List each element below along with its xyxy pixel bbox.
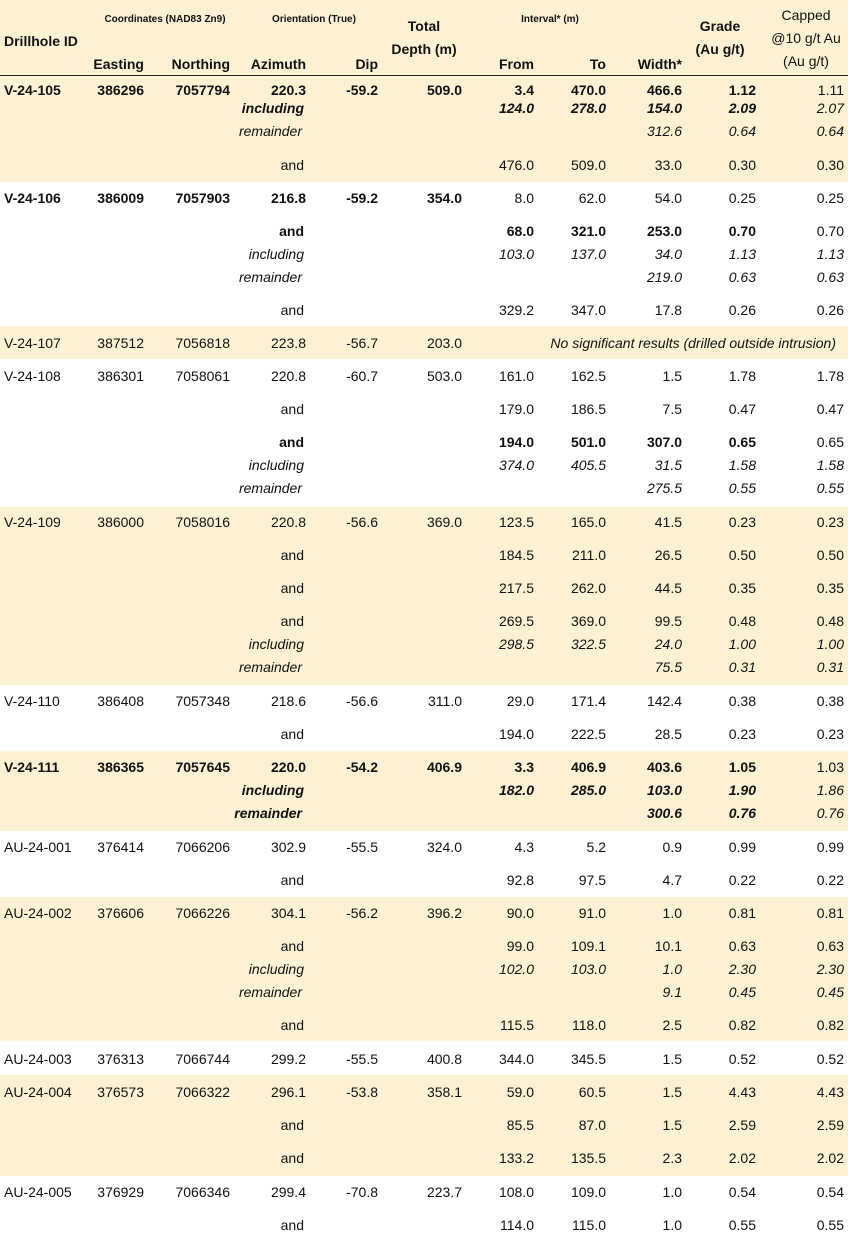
from-cell: 3.3 xyxy=(514,759,534,775)
to-cell: 162.5 xyxy=(570,368,606,384)
to-cell: 135.5 xyxy=(570,1150,606,1166)
capped-cell: 0.82 xyxy=(816,1017,844,1033)
drillhole-id-cell: V-24-111 xyxy=(4,759,60,775)
header-northing: Northing xyxy=(171,56,230,72)
depth-cell: 503.0 xyxy=(426,368,462,384)
to-cell: 109.1 xyxy=(570,938,606,954)
azimuth-cell: 299.2 xyxy=(270,1051,306,1067)
to-cell: 62.0 xyxy=(578,190,606,206)
from-cell: 161.0 xyxy=(498,368,534,384)
grade-cell: 0.22 xyxy=(728,872,756,888)
grade-cell: 0.63 xyxy=(728,269,756,285)
from-cell: 476.0 xyxy=(498,157,534,173)
northing-cell: 7066322 xyxy=(175,1084,230,1100)
capped-cell: 1.00 xyxy=(816,636,844,652)
grade-cell: 2.02 xyxy=(728,1150,756,1166)
dip-cell: -53.8 xyxy=(346,1084,378,1100)
capped-cell: 0.30 xyxy=(816,157,844,173)
capped-cell: 0.48 xyxy=(816,613,844,629)
grade-cell: 0.99 xyxy=(728,839,756,855)
width-cell: 1.0 xyxy=(662,1217,682,1233)
grade-cell: 0.64 xyxy=(728,123,756,139)
grade-cell: 0.23 xyxy=(728,726,756,742)
width-cell: 1.0 xyxy=(662,1184,682,1200)
capped-cell: 0.35 xyxy=(816,580,844,596)
width-cell: 142.4 xyxy=(646,693,682,709)
header-grade-unit: (Au g/t) xyxy=(695,41,745,57)
capped-cell: 0.81 xyxy=(816,905,844,921)
grade-cell: 0.55 xyxy=(728,480,756,496)
azimuth-cell: 304.1 xyxy=(270,905,306,921)
interval-label-cell: and xyxy=(280,726,304,742)
depth-cell: 311.0 xyxy=(428,693,462,709)
dip-cell: -56.7 xyxy=(346,335,378,351)
easting-cell: 376606 xyxy=(97,905,144,921)
to-cell: 60.5 xyxy=(578,1084,606,1100)
capped-cell: 1.86 xyxy=(816,782,844,798)
to-cell: 87.0 xyxy=(578,1117,606,1133)
header-to: To xyxy=(589,56,606,72)
interval-label-cell: remainder xyxy=(238,659,302,675)
interval-label-cell: remainder xyxy=(238,984,302,1000)
header-capped-at: @10 g/t Au xyxy=(771,30,841,46)
easting-cell: 386365 xyxy=(97,759,144,775)
drillhole-id-cell: AU-24-002 xyxy=(4,905,72,921)
to-cell: 5.2 xyxy=(586,839,606,855)
from-cell: 59.0 xyxy=(506,1084,534,1100)
from-cell: 68.0 xyxy=(506,223,534,239)
grade-cell: 0.38 xyxy=(728,693,756,709)
width-cell: 275.5 xyxy=(646,480,682,496)
width-cell: 219.0 xyxy=(646,269,682,285)
width-cell: 1.0 xyxy=(662,961,682,977)
grade-cell: 1.58 xyxy=(728,457,756,473)
depth-cell: 223.7 xyxy=(426,1184,462,1200)
interval-label-cell: and xyxy=(280,302,304,318)
depth-cell: 354.0 xyxy=(426,190,462,206)
from-cell: 99.0 xyxy=(506,938,534,954)
grade-cell: 0.30 xyxy=(728,157,756,173)
from-cell: 108.0 xyxy=(498,1184,534,1200)
capped-cell: 0.47 xyxy=(816,401,844,417)
dip-cell: -55.5 xyxy=(346,839,378,855)
to-cell: 262.0 xyxy=(570,580,606,596)
interval-label-cell: and xyxy=(280,1217,304,1233)
from-cell: 115.5 xyxy=(500,1017,534,1033)
to-cell: 171.4 xyxy=(570,693,606,709)
capped-cell: 0.55 xyxy=(816,1217,844,1233)
drillhole-id-cell: AU-24-004 xyxy=(4,1084,72,1100)
northing-cell: 7056818 xyxy=(175,335,230,351)
grade-cell: 0.23 xyxy=(728,514,756,530)
header-grade: Grade xyxy=(699,18,741,34)
width-cell: 28.5 xyxy=(654,726,682,742)
from-cell: 298.5 xyxy=(498,636,534,652)
from-cell: 8.0 xyxy=(514,190,534,206)
header-capped: Capped xyxy=(781,7,831,23)
header-azimuth: Azimuth xyxy=(250,56,306,72)
azimuth-cell: 302.9 xyxy=(270,839,306,855)
drillhole-id-cell: V-24-108 xyxy=(4,368,61,384)
from-cell: 133.2 xyxy=(498,1150,534,1166)
width-cell: 253.0 xyxy=(646,223,682,239)
interval-label-cell: including xyxy=(248,636,304,652)
width-cell: 1.5 xyxy=(662,1084,682,1100)
azimuth-cell: 296.1 xyxy=(270,1084,306,1100)
capped-cell: 0.64 xyxy=(816,123,844,139)
easting-cell: 386000 xyxy=(97,514,144,530)
from-cell: 3.4 xyxy=(514,82,534,98)
easting-cell: 387512 xyxy=(97,335,144,351)
azimuth-cell: 220.8 xyxy=(270,514,306,530)
azimuth-cell: 220.3 xyxy=(270,82,306,98)
dip-cell: -55.5 xyxy=(346,1051,378,1067)
easting-cell: 376573 xyxy=(97,1084,144,1100)
interval-label-cell: and xyxy=(279,434,304,450)
interval-label-cell: remainder xyxy=(234,805,302,821)
width-cell: 33.0 xyxy=(654,157,682,173)
drillhole-id-cell: V-24-106 xyxy=(4,190,61,206)
capped-cell: 2.59 xyxy=(816,1117,844,1133)
header-depth: Depth (m) xyxy=(391,41,457,57)
interval-label-cell: and xyxy=(280,872,304,888)
interval-label-cell: and xyxy=(280,547,304,563)
to-cell: 278.0 xyxy=(570,100,606,116)
from-cell: 4.3 xyxy=(514,839,534,855)
azimuth-cell: 223.8 xyxy=(270,335,306,351)
northing-cell: 7066226 xyxy=(175,905,230,921)
northing-cell: 7058061 xyxy=(175,368,230,384)
capped-cell: 0.70 xyxy=(816,223,844,239)
dip-cell: -56.6 xyxy=(346,514,378,530)
dip-cell: -70.8 xyxy=(346,1184,378,1200)
northing-cell: 7058016 xyxy=(175,514,230,530)
capped-cell: 4.43 xyxy=(816,1084,844,1100)
from-cell: 179.0 xyxy=(498,401,534,417)
capped-cell: 1.03 xyxy=(816,759,844,775)
grade-cell: 0.81 xyxy=(728,905,756,921)
interval-label-cell: and xyxy=(280,401,304,417)
width-cell: 403.6 xyxy=(646,759,682,775)
width-cell: 103.0 xyxy=(646,782,682,798)
to-cell: 211.0 xyxy=(572,547,606,563)
to-cell: 322.5 xyxy=(570,636,606,652)
easting-cell: 376929 xyxy=(97,1184,144,1200)
to-cell: 285.0 xyxy=(570,782,606,798)
azimuth-cell: 216.8 xyxy=(270,190,306,206)
interval-label-cell: and xyxy=(280,580,304,596)
azimuth-cell: 220.0 xyxy=(270,759,306,775)
from-cell: 344.0 xyxy=(498,1051,534,1067)
northing-cell: 7057903 xyxy=(175,190,230,206)
from-cell: 92.8 xyxy=(506,872,534,888)
capped-cell: 0.52 xyxy=(816,1051,844,1067)
grade-cell: 2.09 xyxy=(728,100,756,116)
width-cell: 1.5 xyxy=(662,368,682,384)
width-cell: 26.5 xyxy=(654,547,682,563)
from-cell: 374.0 xyxy=(498,457,534,473)
grade-cell: 0.26 xyxy=(728,302,756,318)
to-cell: 165.0 xyxy=(570,514,606,530)
header-capped-unit: (Au g/t) xyxy=(783,53,829,69)
drillhole-id-cell: V-24-105 xyxy=(4,82,61,98)
width-cell: 1.5 xyxy=(662,1051,682,1067)
easting-cell: 376414 xyxy=(97,839,144,855)
northing-cell: 7066346 xyxy=(175,1184,230,1200)
from-cell: 123.5 xyxy=(498,514,534,530)
to-cell: 405.5 xyxy=(570,457,606,473)
grade-cell: 0.52 xyxy=(728,1051,756,1067)
drillhole-id-cell: AU-24-001 xyxy=(4,839,72,855)
to-cell: 137.0 xyxy=(570,246,606,262)
grade-cell: 2.30 xyxy=(728,961,756,977)
grade-cell: 0.65 xyxy=(728,434,756,450)
capped-cell: 0.26 xyxy=(816,302,844,318)
interval-label-cell: and xyxy=(280,938,304,954)
header-width: Width* xyxy=(637,56,682,72)
to-cell: 470.0 xyxy=(570,82,606,98)
from-cell: 29.0 xyxy=(506,693,534,709)
from-cell: 217.5 xyxy=(498,580,534,596)
header-dip: Dip xyxy=(355,56,378,72)
dip-cell: -56.2 xyxy=(346,905,378,921)
easting-cell: 376313 xyxy=(97,1051,144,1067)
easting-cell: 386301 xyxy=(97,368,144,384)
from-cell: 269.5 xyxy=(498,613,534,629)
capped-cell: 0.38 xyxy=(816,693,844,709)
interval-label-cell: including xyxy=(248,246,304,262)
dip-cell: -60.7 xyxy=(346,368,378,384)
capped-cell: 0.23 xyxy=(816,514,844,530)
header-from: From xyxy=(499,56,534,72)
grade-cell: 4.43 xyxy=(728,1084,756,1100)
depth-cell: 509.0 xyxy=(426,82,462,98)
depth-cell: 324.0 xyxy=(426,839,462,855)
to-cell: 509.0 xyxy=(570,157,606,173)
to-cell: 103.0 xyxy=(570,961,606,977)
grade-cell: 0.82 xyxy=(728,1017,756,1033)
to-cell: 186.5 xyxy=(570,401,606,417)
grade-cell: 0.47 xyxy=(728,401,756,417)
grade-cell: 1.78 xyxy=(728,368,756,384)
depth-cell: 396.2 xyxy=(426,905,462,921)
easting-cell: 386408 xyxy=(97,693,144,709)
from-cell: 194.0 xyxy=(498,726,534,742)
northing-cell: 7066206 xyxy=(175,839,230,855)
interval-label-cell: including xyxy=(241,782,304,798)
drillhole-id-cell: AU-24-003 xyxy=(4,1051,72,1067)
grade-cell: 0.76 xyxy=(728,805,756,821)
capped-cell: 1.78 xyxy=(816,368,844,384)
azimuth-cell: 220.8 xyxy=(270,368,306,384)
capped-cell: 2.07 xyxy=(816,100,844,116)
capped-cell: 0.54 xyxy=(816,1184,844,1200)
width-cell: 2.3 xyxy=(662,1150,682,1166)
from-cell: 103.0 xyxy=(498,246,534,262)
header-coordinates: Coordinates (NAD83 Zn9) xyxy=(104,14,226,25)
easting-cell: 386296 xyxy=(97,82,144,98)
width-cell: 54.0 xyxy=(654,190,682,206)
drillhole-id-cell: V-24-110 xyxy=(4,693,60,709)
interval-label-cell: and xyxy=(280,1117,304,1133)
width-cell: 10.1 xyxy=(654,938,682,954)
from-cell: 90.0 xyxy=(506,905,534,921)
capped-cell: 0.76 xyxy=(816,805,844,821)
header-interval: Interval* (m) xyxy=(521,14,579,25)
capped-cell: 0.50 xyxy=(816,547,844,563)
width-cell: 4.7 xyxy=(662,872,682,888)
grade-cell: 0.63 xyxy=(728,938,756,954)
interval-label-cell: and xyxy=(280,1017,304,1033)
to-cell: 369.0 xyxy=(570,613,606,629)
width-cell: 154.0 xyxy=(646,100,682,116)
easting-cell: 386009 xyxy=(97,190,144,206)
header-drillhole-id: Drillhole ID xyxy=(4,33,78,49)
grade-cell: 1.00 xyxy=(728,636,756,652)
capped-cell: 0.25 xyxy=(816,190,844,206)
width-cell: 17.8 xyxy=(654,302,682,318)
width-cell: 466.6 xyxy=(646,82,682,98)
grade-cell: 2.59 xyxy=(728,1117,756,1133)
azimuth-cell: 218.6 xyxy=(270,693,306,709)
width-cell: 41.5 xyxy=(654,514,682,530)
header-orientation: Orientation (True) xyxy=(272,14,356,25)
from-cell: 329.2 xyxy=(498,302,534,318)
grade-cell: 1.05 xyxy=(728,759,756,775)
width-cell: 44.5 xyxy=(654,580,682,596)
grade-cell: 0.70 xyxy=(728,223,756,239)
interval-label-cell: including xyxy=(248,961,304,977)
interval-label-cell: remainder xyxy=(238,269,302,285)
width-cell: 307.0 xyxy=(646,434,682,450)
azimuth-cell: 299.4 xyxy=(270,1184,306,1200)
capped-cell: 0.45 xyxy=(816,984,844,1000)
to-cell: 345.5 xyxy=(570,1051,606,1067)
capped-cell: 0.63 xyxy=(816,269,844,285)
capped-cell: 0.99 xyxy=(816,839,844,855)
to-cell: 91.0 xyxy=(578,905,606,921)
interval-label-cell: and xyxy=(279,223,304,239)
from-cell: 102.0 xyxy=(498,961,534,977)
width-cell: 9.1 xyxy=(662,984,682,1000)
capped-cell: 0.23 xyxy=(816,726,844,742)
capped-cell: 0.65 xyxy=(816,434,844,450)
width-cell: 2.5 xyxy=(662,1017,682,1033)
grade-cell: 0.45 xyxy=(728,984,756,1000)
dip-cell: -54.2 xyxy=(346,759,378,775)
grade-cell: 0.50 xyxy=(728,547,756,563)
width-cell: 99.5 xyxy=(654,613,682,629)
dip-cell: -59.2 xyxy=(346,190,378,206)
width-cell: 24.0 xyxy=(654,636,682,652)
interval-label-cell: and xyxy=(280,613,304,629)
from-cell: 184.5 xyxy=(498,547,534,563)
from-cell: 85.5 xyxy=(506,1117,534,1133)
grade-cell: 0.48 xyxy=(728,613,756,629)
interval-label-cell: and xyxy=(280,1150,304,1166)
drillhole-id-cell: V-24-109 xyxy=(4,514,61,530)
grade-cell: 1.90 xyxy=(728,782,756,798)
interval-label-cell: and xyxy=(280,157,304,173)
northing-cell: 7057645 xyxy=(175,759,230,775)
northing-cell: 7057348 xyxy=(175,693,230,709)
depth-cell: 203.0 xyxy=(426,335,462,351)
width-cell: 300.6 xyxy=(646,805,682,821)
to-cell: 109.0 xyxy=(570,1184,606,1200)
to-cell: 222.5 xyxy=(570,726,606,742)
grade-cell: 0.25 xyxy=(728,190,756,206)
width-cell: 34.0 xyxy=(654,246,682,262)
depth-cell: 406.9 xyxy=(426,759,462,775)
from-cell: 114.0 xyxy=(500,1217,534,1233)
drillhole-id-cell: V-24-107 xyxy=(4,335,61,351)
to-cell: 115.0 xyxy=(572,1217,606,1233)
capped-cell: 0.55 xyxy=(816,480,844,496)
dip-cell: -56.6 xyxy=(346,693,378,709)
grade-cell: 1.13 xyxy=(728,246,756,262)
interval-label-cell: including xyxy=(241,100,304,116)
drillhole-id-cell: AU-24-005 xyxy=(4,1184,72,1200)
interval-label-cell: remainder xyxy=(238,123,302,139)
to-cell: 501.0 xyxy=(570,434,606,450)
from-cell: 182.0 xyxy=(498,782,534,798)
to-cell: 406.9 xyxy=(570,759,606,775)
grade-cell: 0.54 xyxy=(728,1184,756,1200)
capped-cell: 1.11 xyxy=(817,82,844,98)
from-cell: 124.0 xyxy=(498,100,534,116)
depth-cell: 369.0 xyxy=(426,514,462,530)
dip-cell: -59.2 xyxy=(346,82,378,98)
capped-cell: 1.58 xyxy=(816,457,844,473)
to-cell: 118.0 xyxy=(572,1017,606,1033)
northing-cell: 7057794 xyxy=(175,82,230,98)
width-cell: 31.5 xyxy=(654,457,682,473)
width-cell: 312.6 xyxy=(646,123,682,139)
no-results-note: No significant results (drilled outside intrusion) xyxy=(550,335,836,351)
grade-cell: 0.31 xyxy=(728,659,756,675)
width-cell: 0.9 xyxy=(662,839,682,855)
header-easting: Easting xyxy=(93,56,144,72)
depth-cell: 400.8 xyxy=(426,1051,462,1067)
northing-cell: 7066744 xyxy=(175,1051,230,1067)
to-cell: 321.0 xyxy=(570,223,606,239)
width-cell: 1.0 xyxy=(662,905,682,921)
interval-label-cell: including xyxy=(248,457,304,473)
capped-cell: 0.31 xyxy=(816,659,844,675)
grade-cell: 0.55 xyxy=(728,1217,756,1233)
width-cell: 75.5 xyxy=(654,659,682,675)
grade-cell: 1.12 xyxy=(728,82,756,98)
header-total: Total xyxy=(407,18,441,34)
capped-cell: 2.30 xyxy=(816,961,844,977)
width-cell: 1.5 xyxy=(662,1117,682,1133)
capped-cell: 1.13 xyxy=(816,246,844,262)
capped-cell: 0.22 xyxy=(816,872,844,888)
width-cell: 7.5 xyxy=(662,401,682,417)
interval-label-cell: remainder xyxy=(238,480,302,496)
grade-cell: 0.35 xyxy=(728,580,756,596)
capped-cell: 2.02 xyxy=(816,1150,844,1166)
from-cell: 194.0 xyxy=(498,434,534,450)
capped-cell: 0.63 xyxy=(816,938,844,954)
depth-cell: 358.1 xyxy=(426,1084,462,1100)
to-cell: 347.0 xyxy=(570,302,606,318)
to-cell: 97.5 xyxy=(578,872,606,888)
